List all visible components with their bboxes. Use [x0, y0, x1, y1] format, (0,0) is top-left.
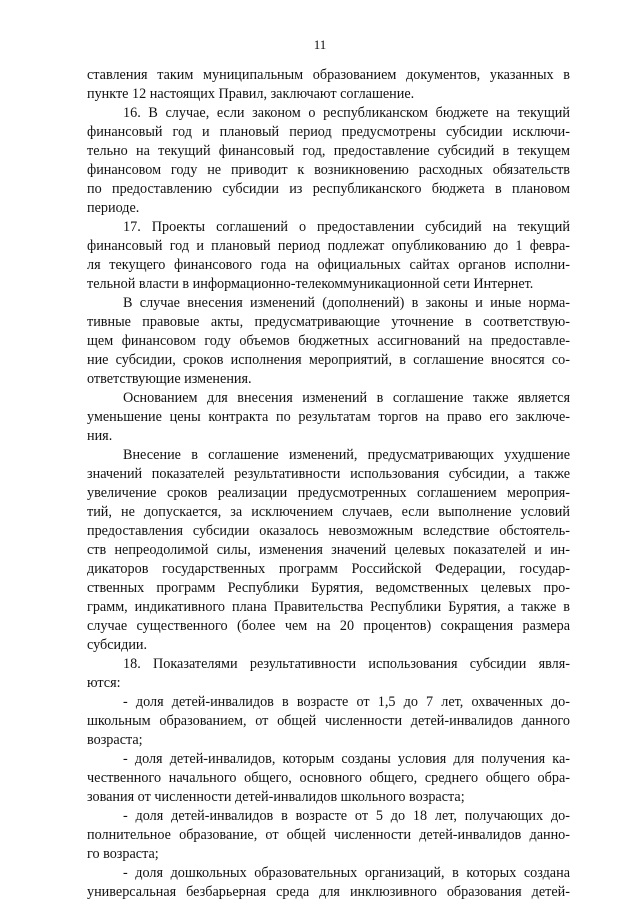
text-line: ля текущего финансового года на официальных сайтах органов исполни-	[87, 257, 570, 273]
text-line: 17. Проекты соглашений о предоставлении субсидий на текущий	[123, 219, 570, 235]
text-line: финансовый год и плановый период предусмотрены субсидии исключи-	[87, 124, 570, 140]
text-line: полнительное образование, от общей численности детей-инвалидов данно-	[87, 827, 570, 843]
text-line: 18. Показателями результативности использования субсидии явля-	[123, 656, 570, 672]
text-line: тельно на текущий финансовый год, предоставление субсидий в текущем	[87, 143, 570, 159]
text-line: ответствующие изменения.	[87, 371, 252, 387]
text-line: уменьшение цены контракта по результатам торгов на право его заключе-	[87, 409, 570, 425]
text-line: ются:	[87, 675, 121, 691]
text-line: ств непреодолимой силы, изменения значений целевых показателей и ин-	[87, 542, 570, 558]
text-line: 16. В случае, если законом о республиканском бюджете на текущий	[123, 105, 570, 121]
text-line: - доля детей-инвалидов, которым созданы условия для получения ка-	[123, 751, 570, 767]
text-line: школьным образованием, от общей численности детей-инвалидов данного	[87, 713, 570, 729]
text-line: В случае внесения изменений (дополнений) в законы и иные норма-	[123, 295, 570, 311]
text-line: зования от численности детей-инвалидов школьного возраста;	[87, 789, 465, 805]
text-line: универсальная безбарьерная среда для инклюзивного образования детей-	[87, 884, 570, 900]
text-line: значений показателей результативности использования субсидии, а также	[87, 466, 570, 482]
text-line: возраста;	[87, 732, 143, 748]
text-line: случае существенного (более чем на 20 процентов) сокращения размера	[87, 618, 570, 634]
text-line: грамм, индикативного плана Правительства Республики Бурятия, а также в	[87, 599, 570, 615]
text-line: го возраста;	[87, 846, 159, 862]
page-number: 11	[313, 37, 327, 52]
text-line: - доля детей-инвалидов в возрасте от 1,5 до 7 лет, охваченных до-	[123, 694, 570, 710]
document-body	[87, 66, 570, 902]
text-line: ние субсидии, сроков исполнения мероприятий, в соглашение вносятся со-	[87, 352, 570, 368]
text-line: - доля детей-инвалидов в возрасте от 5 до 18 лет, получающих до-	[123, 808, 570, 824]
text-line: Внесение в соглашение изменений, предусматривающих ухудшение	[123, 447, 570, 463]
text-line: тий, не допускается, за исключением случаев, если выполнение условий	[87, 504, 570, 520]
text-line: чественного начального общего, основного общего, среднего общего обра-	[87, 770, 570, 786]
text-line: субсидии.	[87, 637, 148, 653]
text-line: дикаторов государственных программ Российской Федерации, государ-	[87, 561, 570, 577]
text-line: увеличение сроков реализации предусмотренных соглашением мероприя-	[87, 485, 570, 501]
text-line: ставления таким муниципальным образованием документов, указанных в	[87, 67, 570, 83]
text-line: Основанием для внесения изменений в соглашение также является	[123, 390, 570, 406]
text-line: предоставления субсидии оказалось невозможным вследствие обстоятель-	[87, 523, 570, 539]
text-line: ственных программ Республики Бурятия, ведомственных целевых про-	[87, 580, 570, 596]
text-line: - доля дошкольных образовательных организаций, в которых создана	[123, 865, 570, 881]
text-line: ния.	[87, 428, 113, 444]
text-line: тивные правовые акты, предусматривающие уточнение в соответствую-	[87, 314, 570, 330]
text-line: тельной власти в информационно-телекоммуникационной сети Интернет.	[87, 276, 534, 292]
text-line: щем финансовом году объемов бюджетных ассигнований на предоставле-	[87, 333, 570, 349]
text-line: пункте 12 настоящих Правил, заключают соглашение.	[87, 86, 415, 102]
text-line: по предоставлению субсидии из республиканского бюджета в плановом	[87, 181, 570, 197]
text-line: периоде.	[87, 200, 140, 216]
text-line: финансовый год и плановый период подлежат опубликованию до 1 февра-	[87, 238, 570, 254]
text-line: финансовом году не приводит к возникновению расходных обязательств	[87, 162, 570, 178]
